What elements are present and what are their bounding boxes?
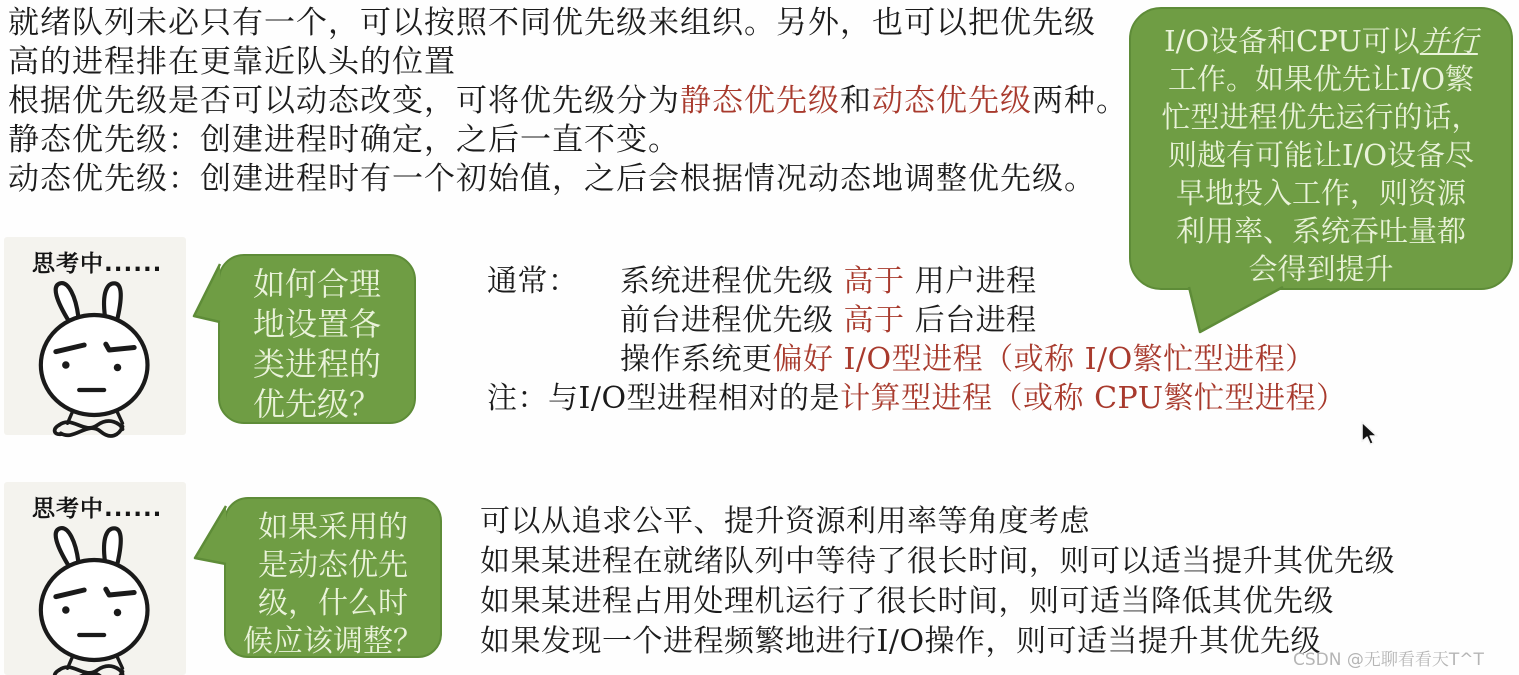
thinking-rabbit-illustration-2 bbox=[14, 525, 176, 675]
io-bubble-line-1a: I/O设备和CPU可以 bbox=[1164, 24, 1420, 58]
thinking-label-1: 思考中...... bbox=[32, 251, 163, 277]
intro-line-3b: 和 bbox=[840, 83, 872, 119]
question1-line-4: 优先级？ bbox=[252, 385, 381, 423]
rule2-b: 后台进程 bbox=[904, 303, 1037, 338]
rule3-prefer-io: 偏好 I/O型进程（或称 I/O繁忙型进程） bbox=[772, 342, 1316, 377]
question-bubble-2 bbox=[224, 497, 442, 658]
rule1-higher: 高于 bbox=[843, 264, 905, 299]
dynamic-priority-hints-block bbox=[480, 502, 1395, 662]
question2-line-3: 级，什么时 bbox=[258, 586, 408, 621]
question1-line-1: 如何合理 bbox=[252, 265, 381, 303]
hint-line-4: 如果发现一个进程频繁地进行I/O操作，则可适当提升其优先级 bbox=[480, 624, 1322, 659]
parallel-emphasis: 并行 bbox=[1419, 24, 1478, 58]
dynamic-priority-term: 动态优先级 bbox=[872, 83, 1032, 119]
intro-line-3c: 两种。 bbox=[1032, 83, 1128, 119]
question1-line-2: 地设置各 bbox=[252, 305, 381, 343]
intro-paragraph bbox=[8, 4, 1128, 199]
question2-line-4: 候应该调整？ bbox=[243, 624, 423, 659]
usually-line-2 bbox=[487, 301, 1347, 340]
thinking-panel-1 bbox=[4, 237, 186, 435]
hint-line-2: 如果某进程在就绪队列中等待了很长时间，则可以适当提升其优先级 bbox=[480, 544, 1395, 579]
question-bubble-2-tail bbox=[192, 502, 228, 570]
note-cpu-bound-term: 计算型进程（或称 CPU繁忙型进程） bbox=[840, 381, 1347, 416]
io-bubble-line-4: 则越有可能让I/O设备尽 bbox=[1167, 138, 1474, 172]
thinking-panel-2 bbox=[4, 482, 186, 675]
io-bubble-line-6: 利用率、系统吞吐量都 bbox=[1175, 214, 1466, 248]
io-bubble-line-2: 工作。如果优先让I/O繁 bbox=[1167, 62, 1474, 96]
intro-line-5 bbox=[8, 160, 1128, 199]
usually-label: 通常： bbox=[487, 264, 579, 299]
hint-line-1: 可以从追求公平、提升资源利用率等角度考虑 bbox=[480, 504, 1090, 539]
question2-line-1: 如果采用的 bbox=[258, 510, 408, 545]
static-priority-term: 静态优先级 bbox=[680, 83, 840, 119]
question-bubble-1-tail bbox=[190, 262, 222, 326]
question-bubble-1 bbox=[218, 254, 416, 424]
intro-line-4 bbox=[8, 121, 1128, 160]
intro-line-1 bbox=[8, 4, 1128, 43]
rule1-a: 系统进程优先级 bbox=[620, 264, 844, 299]
question1-line-3: 类进程的 bbox=[252, 345, 381, 383]
usually-line-1 bbox=[487, 262, 1347, 301]
intro-line-2-text: 高的进程排在更靠近队头的位置 bbox=[8, 44, 456, 80]
io-bubble-line-5: 早地投入工作，则资源 bbox=[1175, 176, 1466, 210]
intro-line-4-text: 静态优先级：创建进程时确定，之后一直不变。 bbox=[8, 122, 680, 158]
io-parallel-speech-bubble bbox=[1129, 7, 1513, 290]
priority-rules-block bbox=[487, 262, 1347, 418]
rule2-a: 前台进程优先级 bbox=[620, 303, 844, 338]
rule2-higher: 高于 bbox=[843, 303, 905, 338]
watermark-text: CSDN @无聊看看天T^T bbox=[1293, 650, 1484, 670]
rule1-b: 用户进程 bbox=[904, 264, 1037, 299]
question2-line-2: 是动态优先 bbox=[258, 548, 408, 583]
thinking-rabbit-illustration-1 bbox=[14, 280, 176, 440]
io-bubble-line-3: 忙型进程优先运行的话， bbox=[1161, 100, 1481, 134]
note-a: 注：与I/O型进程相对的是 bbox=[487, 381, 841, 416]
hint-line-3: 如果某进程占用处理机运行了很长时间，则可适当降低其优先级 bbox=[480, 584, 1334, 619]
io-bubble-line-1 bbox=[1131, 22, 1511, 60]
intro-line-3 bbox=[8, 82, 1128, 121]
intro-line-2 bbox=[8, 43, 1128, 82]
intro-line-1-text: 就绪队列未必只有一个，可以按照不同优先级来组织。另外，也可以把优先级 bbox=[8, 5, 1096, 41]
mouse-cursor-icon bbox=[1356, 420, 1382, 448]
intro-line-3a: 根据优先级是否可以动态改变，可将优先级分为 bbox=[8, 83, 680, 119]
io-bubble-line-7: 会得到提升 bbox=[1248, 252, 1394, 286]
note-line bbox=[487, 379, 1347, 418]
rule3-a: 操作系统更 bbox=[620, 342, 773, 377]
thinking-label-2: 思考中...... bbox=[32, 496, 163, 522]
usually-line-3 bbox=[487, 340, 1347, 379]
intro-line-5-text: 动态优先级：创建进程时有一个初始值，之后会根据情况动态地调整优先级。 bbox=[8, 161, 1096, 197]
